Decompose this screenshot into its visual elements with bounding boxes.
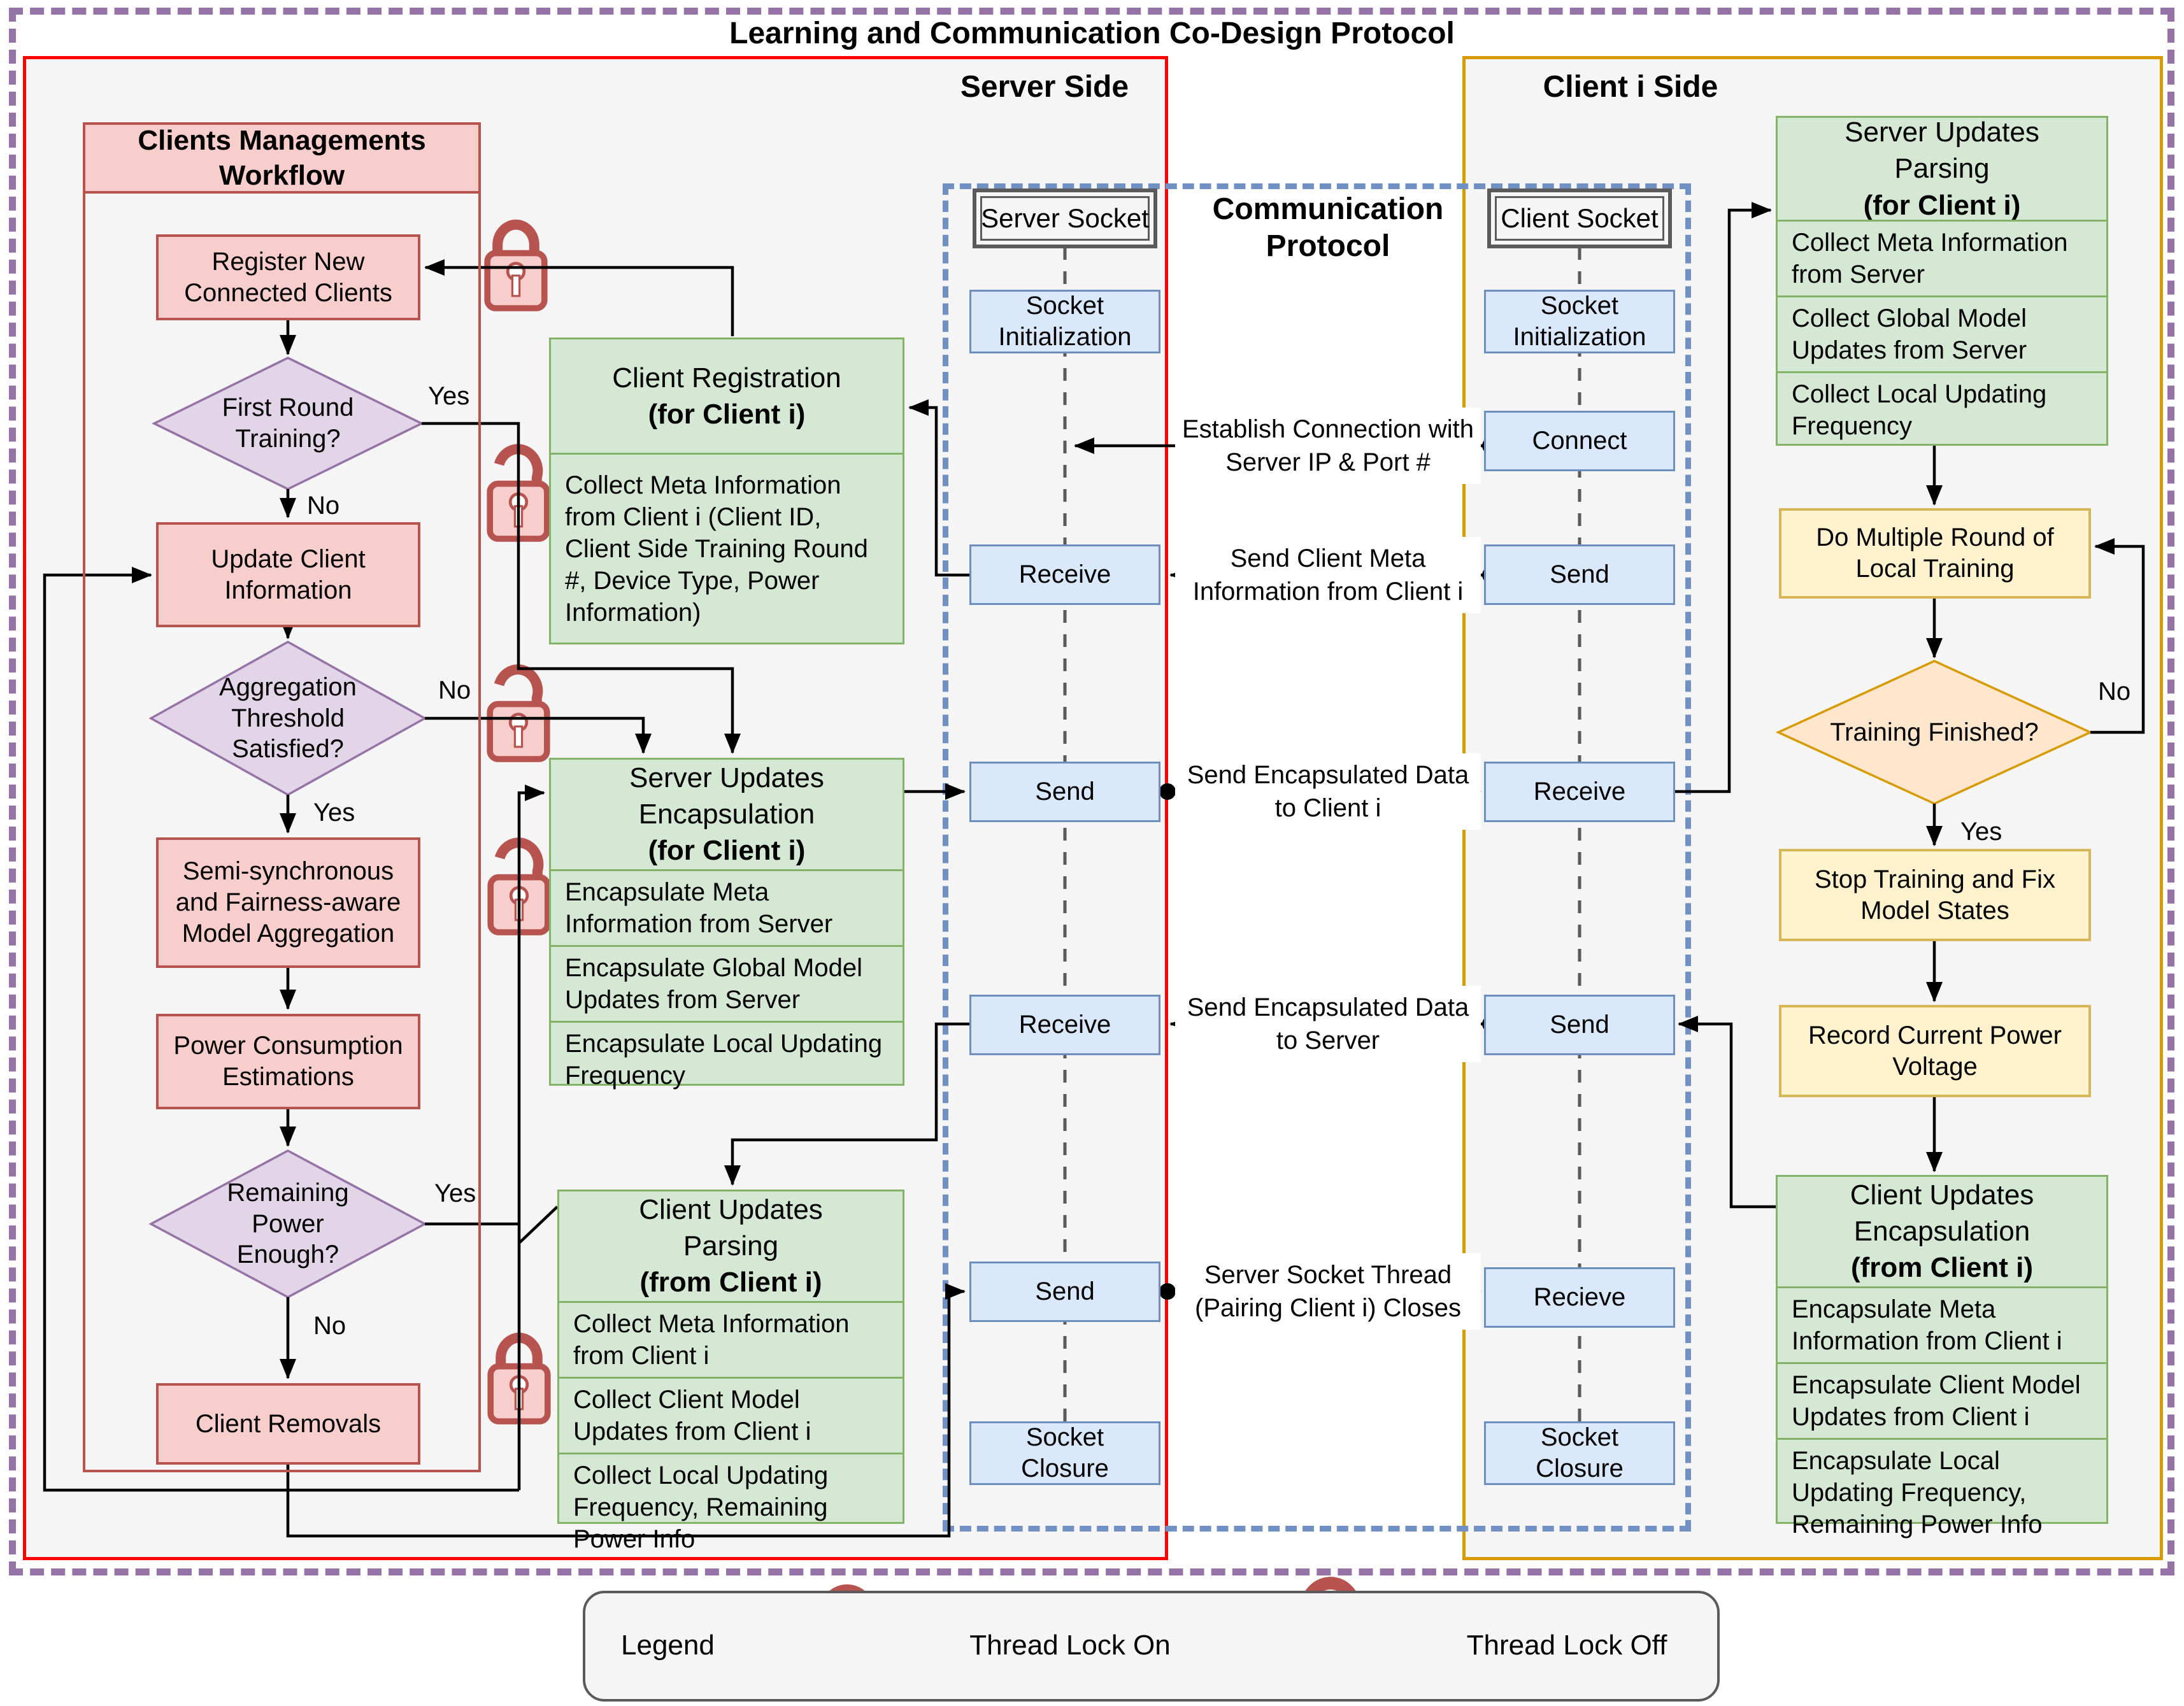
server-receive-1 — [969, 544, 1160, 605]
row-text: Encapsulate Local Updating Frequency, Remaining Power Info — [1792, 1446, 2043, 1539]
remaining-power-no-label: No — [313, 1312, 346, 1340]
row-text: Encapsulate Meta Information from Client i — [1792, 1295, 2062, 1355]
stop-training-label: Stop Training and Fix Model States — [1815, 865, 2055, 925]
legend-lock-on-label: Thread Lock On — [969, 1630, 1171, 1661]
row-text: Collect Global Model Updates from Server — [1792, 304, 2027, 364]
server-updates-parsing-subtitle: (for Client i) — [1863, 189, 2021, 221]
server-updates-parsing-box — [1776, 116, 2108, 446]
semi-sync-aggregation-node — [156, 837, 420, 968]
step-label: Send — [1035, 1277, 1095, 1306]
encapsulation-row — [551, 869, 903, 945]
clients-management-title: Clients Managements Workflow — [138, 125, 426, 191]
step-label: Recieve — [1533, 1283, 1626, 1312]
parsing-row — [559, 1453, 903, 1560]
server-socket-label: Server Socket — [981, 203, 1149, 233]
message-text: Send Encapsulated Data to Client i — [1187, 761, 1469, 822]
client-updates-encapsulation-header — [1778, 1177, 2106, 1286]
encapsulation-row — [551, 1021, 903, 1097]
client-updates-encapsulation-subtitle: (from Client i) — [1851, 1252, 2033, 1284]
training-finished-diamond — [1778, 661, 2090, 804]
update-client-info-node — [156, 522, 420, 627]
step-label: Socket Initialization — [1513, 292, 1646, 351]
client-registration-body-text: Collect Meta Information from Client i (Client ID, Client Side Training Round #, Device Type, Power Information) — [565, 471, 868, 627]
client-send-1 — [1484, 544, 1675, 605]
encapsulation-row — [1778, 1438, 2106, 1546]
server-updates-parsing-header — [1778, 118, 2106, 220]
client-socket-label: Client Socket — [1501, 203, 1659, 233]
message-send-encapsulated-to-server — [1175, 986, 1481, 1062]
training-finished-text: Training Finished? — [1830, 718, 2039, 746]
register-new-clients-node — [156, 234, 420, 320]
message-establish-connection — [1175, 408, 1481, 484]
message-send-encapsulated-to-client — [1175, 753, 1481, 830]
aggregation-no-label: No — [438, 676, 471, 704]
step-label: Socket Closure — [1536, 1423, 1624, 1482]
step-label: Socket Initialization — [998, 292, 1132, 351]
message-send-client-meta — [1175, 537, 1481, 613]
client-registration-box — [549, 338, 904, 644]
row-text: Encapsulate Client Model Updates from Client i — [1792, 1370, 2081, 1431]
aggregation-yes-label: Yes — [313, 799, 355, 827]
server-socket-initialization — [969, 290, 1160, 353]
training-finished-no-label: No — [2098, 678, 2131, 706]
step-label: Receive — [1533, 778, 1626, 806]
parsing-row — [1778, 220, 2106, 295]
parsing-row — [1778, 371, 2106, 447]
message-text: Send Encapsulated Data to Server — [1187, 993, 1469, 1055]
message-text: Establish Connection with Server IP & Port # — [1181, 415, 1474, 476]
training-finished-yes-label: Yes — [1960, 818, 2002, 846]
server-updates-parsing-title: Server Updates Parsing — [1845, 117, 2039, 185]
step-label: Send — [1035, 778, 1095, 806]
server-send-1 — [969, 762, 1160, 822]
first-round-yes-label: Yes — [428, 382, 470, 410]
client-updates-parsing-header — [559, 1191, 903, 1301]
encapsulation-row — [551, 945, 903, 1021]
client-receive-2 — [1484, 1267, 1675, 1328]
client-updates-encapsulation-box — [1776, 1175, 2108, 1539]
step-label: Socket Closure — [1021, 1423, 1109, 1482]
server-receive-2 — [969, 995, 1160, 1055]
message-text: Send Client Meta Information from Client i — [1192, 544, 1464, 606]
communication-protocol-label: Communication Protocol — [1212, 192, 1444, 263]
record-power-voltage-label: Record Current Power Voltage — [1808, 1021, 2062, 1081]
clients-management-container — [83, 122, 481, 1472]
record-power-voltage-node — [1779, 1005, 2091, 1097]
client-socket-box — [1487, 188, 1672, 248]
step-label: Send — [1550, 560, 1609, 589]
do-local-training-node — [1779, 508, 2091, 599]
row-text: Collect Client Model Updates from Client i — [573, 1385, 811, 1446]
client-removals-label: Client Removals — [195, 1409, 382, 1438]
encapsulation-row — [1778, 1286, 2106, 1362]
first-round-no-label: No — [307, 492, 340, 520]
server-updates-encapsulation-header — [551, 760, 903, 869]
register-new-clients-label: Register New Connected Clients — [184, 247, 392, 307]
clients-management-header — [83, 122, 481, 194]
row-text: Encapsulate Global Model Updates from Server — [565, 953, 862, 1014]
legend-label: Legend — [621, 1630, 715, 1661]
encapsulation-row — [1778, 1362, 2106, 1438]
client-socket-initialization — [1484, 290, 1675, 353]
server-socket-closure — [969, 1421, 1160, 1485]
thread-lock-off-icon — [490, 669, 547, 759]
client-socket-closure — [1484, 1421, 1675, 1485]
parsing-row — [559, 1377, 903, 1453]
server-side-label: Server Side — [960, 70, 1129, 104]
client-registration-subtitle: (for Client i) — [648, 399, 806, 430]
client-updates-encapsulation-title: Client Updates Encapsulation — [1850, 1179, 2034, 1248]
message-text: Server Socket Thread (Pairing Client i) Closes — [1195, 1261, 1461, 1322]
row-text: Encapsulate Meta Information from Server — [565, 878, 833, 938]
row-text: Collect Meta Information from Server — [1792, 229, 2068, 288]
client-updates-parsing-subtitle: (from Client i) — [639, 1267, 822, 1298]
client-connect — [1484, 411, 1675, 471]
row-text: Collect Meta Information from Client i — [573, 1309, 850, 1370]
power-estimation-node — [156, 1014, 420, 1109]
row-text: Collect Local Updating Frequency, Remaining Power Info — [573, 1461, 829, 1553]
power-estimation-label: Power Consumption Estimations — [173, 1032, 403, 1091]
first-round-training-text: First Round Training? — [222, 394, 354, 453]
client-registration-title: Client Registration — [612, 362, 841, 394]
legend-lock-off-label: Thread Lock Off — [1466, 1630, 1667, 1661]
parsing-row — [559, 1301, 903, 1377]
remaining-power-yes-label: Yes — [434, 1179, 476, 1207]
client-receive-1 — [1484, 762, 1675, 822]
update-client-info-label: Update Client Information — [211, 544, 366, 604]
client-updates-parsing-title: Client Updates Parsing — [639, 1194, 823, 1262]
server-updates-encapsulation-box — [549, 758, 904, 1090]
step-label: Receive — [1018, 560, 1111, 589]
row-text: Encapsulate Local Updating Frequency — [565, 1029, 883, 1090]
message-socket-thread-closes — [1175, 1253, 1481, 1330]
semi-sync-aggregation-label: Semi-synchronous and Fairness-aware Model Aggregation — [175, 857, 401, 948]
row-text: Collect Local Updating Frequency — [1792, 380, 2047, 440]
server-updates-encapsulation-title: Server Updates Encapsulation — [629, 762, 824, 830]
do-local-training-label: Do Multiple Round of Local Training — [1816, 523, 2054, 583]
step-label: Receive — [1018, 1011, 1111, 1039]
aggregation-threshold-text: Aggregation Threshold Satisfied? — [219, 672, 357, 764]
stop-training-node — [1779, 849, 2091, 941]
server-send-2 — [969, 1262, 1160, 1322]
client-registration-body — [551, 453, 903, 643]
client-updates-parsing-box — [557, 1190, 904, 1553]
client-registration-header — [551, 339, 903, 453]
page-title: Learning and Communication Co-Design Protocol — [729, 17, 1455, 50]
server-updates-encapsulation-subtitle: (for Client i) — [648, 835, 806, 867]
server-socket-box — [973, 188, 1157, 248]
step-label: Send — [1550, 1011, 1609, 1039]
parsing-row — [1778, 295, 2106, 371]
client-removals-node — [156, 1383, 420, 1465]
remaining-power-text: Remaining Power Enough? — [227, 1178, 349, 1269]
step-label: Connect — [1532, 427, 1627, 455]
client-send-2 — [1484, 995, 1675, 1055]
client-side-label: Client i Side — [1543, 70, 1718, 104]
